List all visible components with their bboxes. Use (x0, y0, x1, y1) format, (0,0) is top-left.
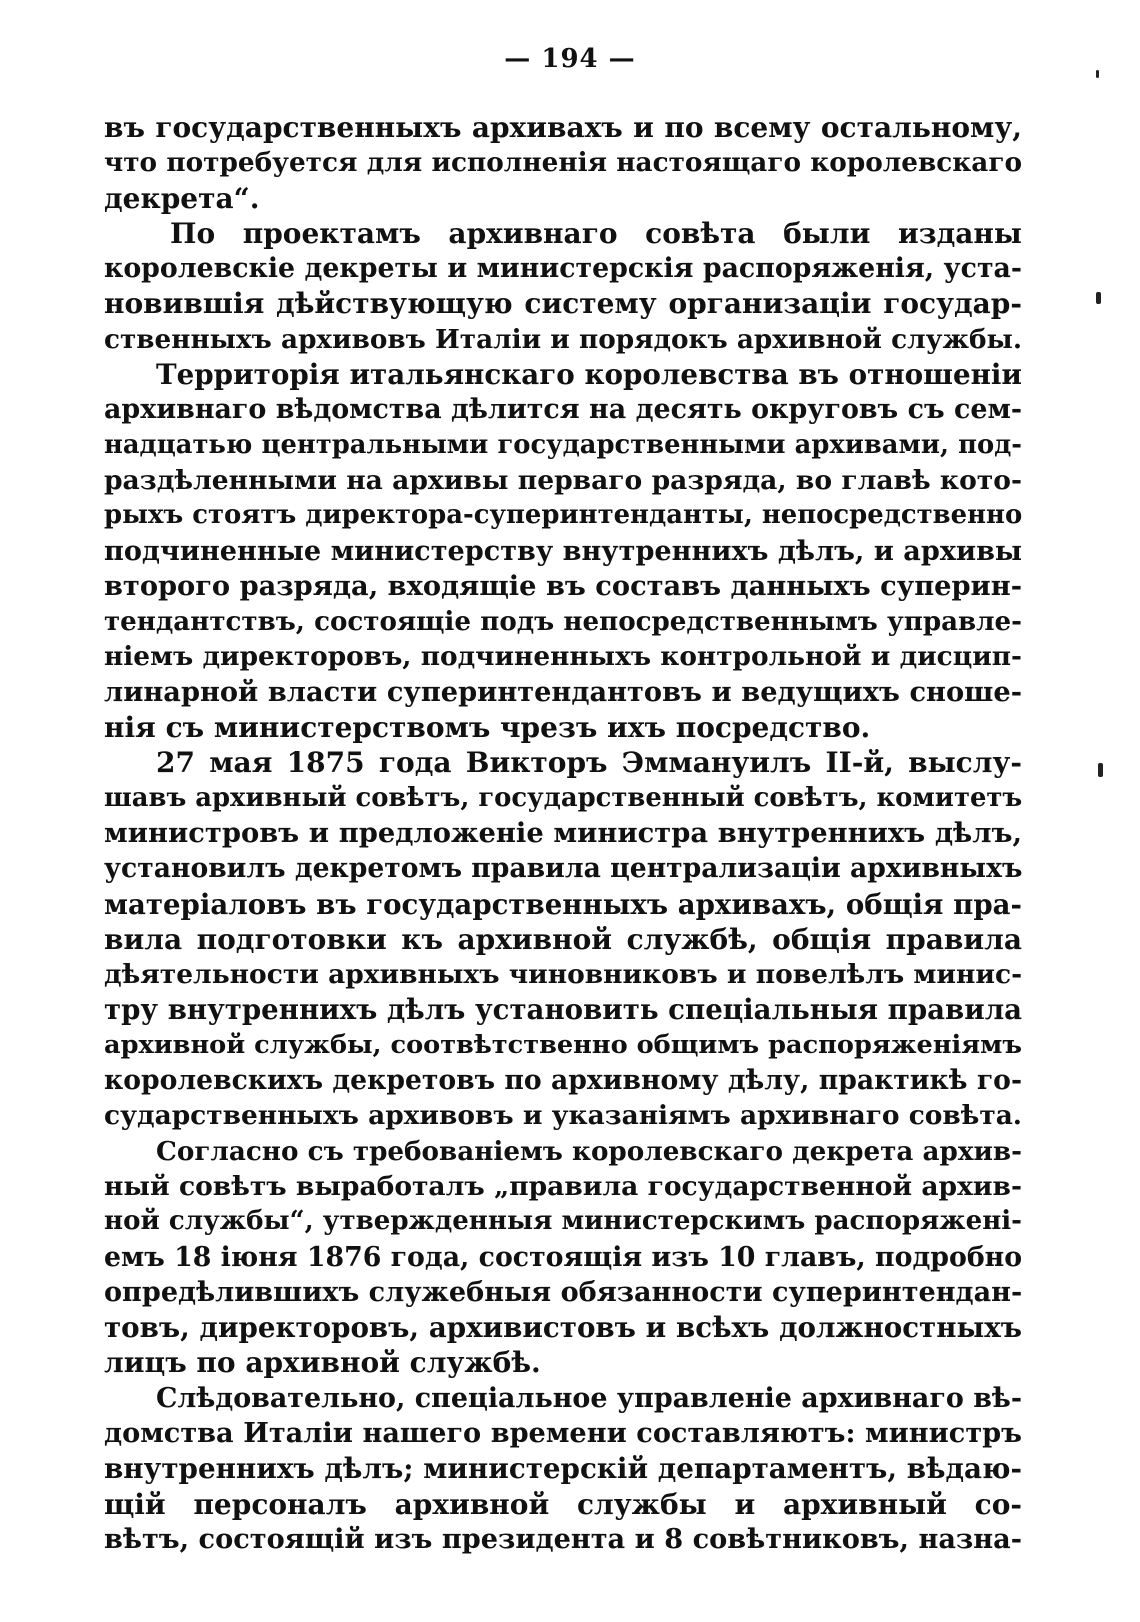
text-line: надцатью центральными государственными архивами, под- (104, 429, 1022, 460)
text-line: По проектамъ архивнаго совѣта были изданы (170, 216, 1022, 250)
margin-speck (1096, 70, 1099, 78)
text-line: шавъ архивный совѣтъ, государственный совѣтъ, комитетъ (104, 782, 1023, 813)
margin-speck (1096, 292, 1101, 304)
text-line: ніемъ директоровъ, подчиненныхъ контрольной и дисцип- (104, 641, 1022, 673)
text-line: сударственныхъ архивовъ и указаніямъ архивнаго совѣта. (104, 1100, 1022, 1132)
text-line: дѣятельности архивныхъ чиновниковъ и повелѣлъ минис- (104, 959, 1023, 991)
text-line: 27 мая 1875 года Викторъ Эммануилъ II-й, выслу- (156, 746, 1022, 780)
text-line: домства Италіи нашего времени составляютъ: министръ (104, 1416, 1022, 1449)
paragraph-5 (104, 1134, 1022, 1381)
text-line: архивнаго вѣдомства дѣлится на десять округовъ съ сем- (104, 394, 1022, 426)
text-line: вила подготовки къ архивной службѣ, общія правила (104, 922, 1022, 956)
text-line: нія съ министерствомъ чрезъ ихъ посредство. (104, 711, 871, 745)
text-line: тру внутреннихъ дѣлъ установить спеціальныя правила (104, 993, 1023, 1027)
paragraph-1 (104, 110, 1022, 216)
text-line: щій персоналъ архивной службы и архивный со- (104, 1487, 1022, 1521)
text-line: что потребуется для исполненія настоящаго королевскаго (104, 147, 1022, 179)
text-line: опредѣлившихъ служебныя обязанности суперинтендан- (104, 1276, 1023, 1308)
text-line: архивной службы, соотвѣтственно общимъ распоряженіямъ (104, 1029, 1022, 1060)
text-line: товъ, директоровъ, архивистовъ и всѣхъ должностныхъ (104, 1311, 1022, 1345)
paragraph-6 (104, 1381, 1022, 1557)
text-line: Территорія итальянскаго королевства въ отношеніи (156, 358, 1022, 392)
margin-speck (1098, 763, 1103, 777)
text-line: подчиненные министерству внутреннихъ дѣлъ, и архивы (104, 535, 1023, 567)
paragraph-2 (104, 216, 1022, 357)
text-line: декрета“. (104, 181, 260, 215)
page-number: — 194 — (504, 44, 636, 74)
text-line: вѣтъ, состоящій изъ президента и 8 совѣтниковъ, назна- (104, 1522, 1022, 1555)
paragraph-4 (104, 745, 1022, 1133)
text-line: раздѣленными на архивы перваго разряда, во главѣ кото- (104, 464, 1022, 496)
text-line: ной службы“, утвержденныя министерскимъ распоряжені- (104, 1206, 1022, 1237)
text-line: внутреннихъ дѣлъ; министерскій департаментъ, вѣдаю- (104, 1452, 1022, 1486)
text-line: ственныхъ архивовъ Италіи и порядокъ архивной службы. (104, 323, 1022, 355)
text-line: рыхъ стоятъ директора-суперинтенданты, непосредственно (104, 500, 1023, 531)
text-line: королевскіе декреты и министерскія распоряженія, уста- (104, 253, 1022, 285)
text-line: Согласно съ требованіемъ королевскаго декрета архив- (156, 1135, 1022, 1167)
text-line: тендантствъ, состоящіе подъ непосредственнымъ управле- (104, 606, 1022, 638)
paragraph-3 (104, 357, 1022, 745)
text-line: лицъ по архивной службѣ. (104, 1346, 541, 1380)
text-line: въ государственныхъ архивахъ и по всему остальному, (104, 111, 1022, 144)
text-line: Слѣдовательно, спеціальное управленіе архивнаго вѣ- (156, 1382, 1022, 1414)
text-line: второго разряда, входящіе въ составъ данныхъ суперин- (104, 569, 1023, 602)
text-line: королевскихъ декретовъ по архивному дѣлу, практикѣ го- (104, 1065, 1022, 1097)
body-text (104, 110, 1022, 1557)
text-line: установилъ декретомъ правила централизаціи архивныхъ (104, 853, 1023, 885)
text-line: емъ 18 іюня 1876 года, состоящія изъ 10 главъ, подробно (104, 1241, 1023, 1273)
text-line: ный совѣтъ выработалъ „правила государственной архив- (104, 1170, 1022, 1202)
text-line: линарной власти суперинтендантовъ и ведущихъ сноше- (104, 675, 1022, 708)
text-line: министровъ и предложеніе министра внутреннихъ дѣлъ, (104, 816, 1022, 849)
text-line: новившія дѣйствующую систему организаціи государ- (104, 287, 1022, 321)
text-line: матеріаловъ въ государственныхъ архивахъ, общія пра- (104, 887, 1022, 921)
